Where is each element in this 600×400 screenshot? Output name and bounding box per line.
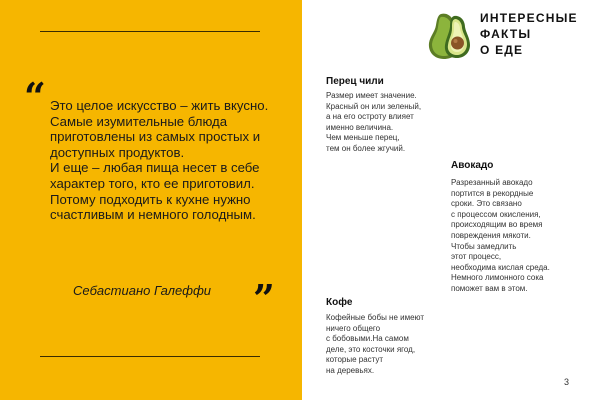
page-title: ИНТЕРЕСНЫЕ ФАКТЫ О ЕДЕ	[480, 11, 578, 57]
avocado-icon	[424, 10, 472, 60]
fact-body-coffee: Кофейные бобы не имеют ничего общего с бобовыми.На самом деле, это косточки ягод, которые растут на деревьях.	[326, 313, 425, 375]
close-quote-icon: ”	[253, 276, 275, 321]
fact-title-coffee: Кофе	[326, 297, 353, 308]
fact-body-avocado: Разрезанный авокадо портится в рекордные сроки. Это связано с процессом окисления, происходящим во время повреждения мякоти. Чтобы замедлить этот процесс, необходима кислая среда. Немного лимонного сока поможет вам в этом.	[451, 178, 550, 293]
quote-author: Себастиано Галеффи	[73, 283, 212, 298]
bottom-divider	[40, 356, 260, 357]
open-quote-icon: “	[24, 74, 46, 119]
fact-body-chili: Размер имеет значение. Красный он или зеленый, а на его остроту влияет именно величина. Чем меньше перец, тем он более жгучий.	[326, 91, 422, 153]
page-number: 3	[564, 377, 570, 387]
fact-title-avocado: Авокадо	[451, 160, 494, 171]
quote-text: Это целое искусство – жить вкусно. Самые изумительные блюда приготовлены из самых простых и доступных продуктов. И еще – любая пища несет в себе характер того, кто ее приготовил. Потому подходить к кухне нужно счастливым и немного голодным.	[50, 98, 269, 223]
top-divider	[40, 31, 260, 32]
fact-title-chili: Перец чили	[326, 76, 384, 87]
